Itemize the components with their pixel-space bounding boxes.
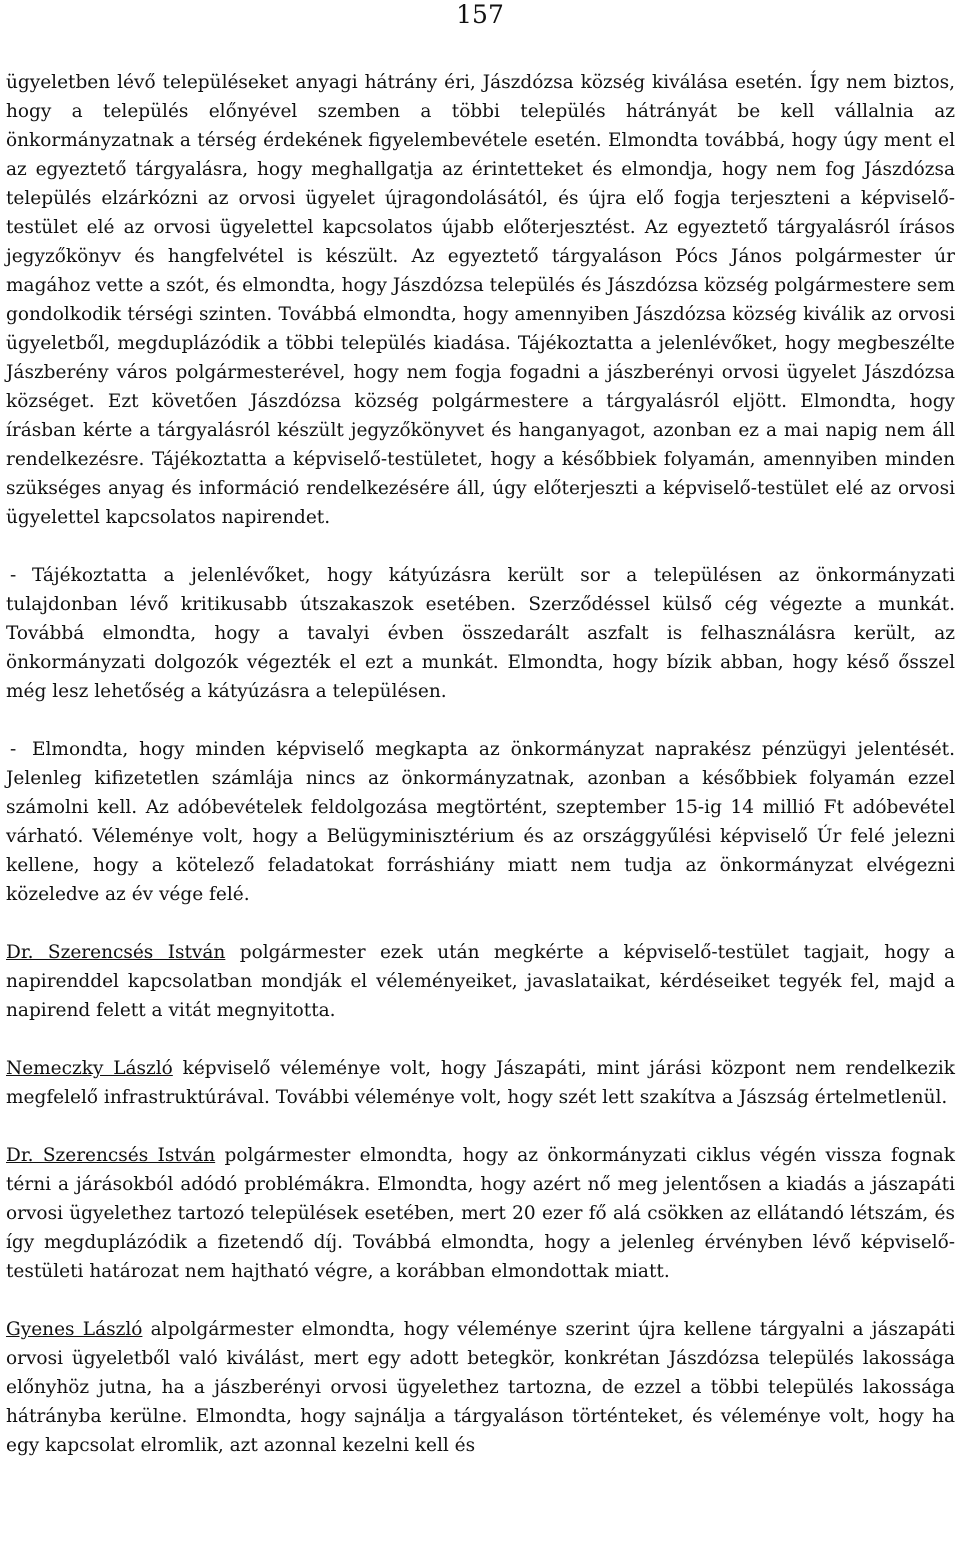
speaker-name: Dr. Szerencsés István (6, 1145, 216, 1166)
paragraph-text: képviselő véleménye volt, hogy Jászapáti, mint járási központ nem rendelkezik megfelelő infrastruktúrával. További véleménye volt, hogy szét lett szakítva a Jászság értelmetlenül. (6, 1058, 955, 1108)
paragraph-penzugy (6, 735, 955, 909)
paragraph-text: alpolgármester elmondta, hogy véleménye szerint újra kellene tárgyalni a jászapáti orvosi ügyeletből való kiválást, mert egy adott betegkör, konkrétan Jászdózsa település lakossága előnyhöz jutna, ha a jászberényi orvosi ügyelethez tartozna, de ezzel a többi település lakossága hátrányba kerülne. Elmondta, hogy sajnálja a tárgyaláson történteket, és véleménye volt, hogy ha egy kapcsolat elromlik, azt azonnal kezelni kell és (6, 1319, 956, 1456)
paragraph-text: ügyeletben lévő településeket anyagi hátrány éri, Jászdózsa község kiválása esetén. Így nem biztos, hogy a település előnyével szemben a többi település hátrányát be kell vállalnia az önkormányzatnak a térség érdekének figyelembevétele esetén. Elmondta továbbá, hogy úgy ment el az egyeztető tárgyalásra, hogy meghallgatja az érintetteket és elmondja, hogy nem fog Jászdózsa település elzárkózni az orvosi ügyelet újragondolásától, és újra elő fogja terjeszteni a képviselő-testület elé az orvosi ügyelettel kapcsolatos újabb előterjesztést. Az egyeztető tárgyalásról írásos jegyzőkönyv és hangfelvétel is készült. Az egyeztető tárgyaláson Pócs János polgármester úr magához vette a szót, és elmondta, hogy Jászdózsa település és Jászdózsa község polgármestere sem gondolkodik térségi szinten. Továbbá elmondta, hogy amennyiben Jászdózsa község kiválik az orvosi ügyeletből, megduplázódik a többi település kiadása. Tájékoztatta a jelenlévőket, hogy megbeszélte Jászberény város polgármesterével, hogy nem fogja fogadni a jászberényi orvosi ügyelet Jászdózsa községet. Ezt követően Jászdózsa község polgármestere a tárgyalásról eljött. Elmondta, hogy írásban kérte a tárgyalásról készült jegyzőkönyvet és hanganyagot, azonban ez a mai napig nem áll rendelkezésre. Tájékoztatta a képviselő-testületet, hogy a későbbiek folyamán, amennyiben minden szükséges anyag és információ rendelkezésére áll, úgy előterjeszti a képviselő-testület elé az orvosi ügyelettel kapcsolatos napirendet. (6, 72, 955, 528)
paragraph-text: Elmondta, hogy minden képviselő megkapta az önkormányzat naprakész pénzügyi jelentését. Jelenleg kifizetetlen számlája nincs az önkormányzatnak, azonban a későbbiek folyamán ezzel számolni kell. Az adóbevételek feldolgozása megtörtént, szeptember 15-ig 14 millió Ft adóbevétel várható. Véleménye volt, hogy a Belügyminisztérium és az országgyűlési képviselő Úr felé jelezni kellene, hogy a kötelező feladatokat forráshiány miatt nem tudja az önkormányzat elvégezni közeledve az év vége felé. (6, 739, 955, 905)
paragraph-ugyelet (6, 68, 955, 532)
paragraph-nemeczky (6, 1054, 955, 1112)
paragraph-text: polgármester ezek után megkérte a képviselő-testület tagjait, hogy a napirenddel kapcsolatban mondják el véleményeiket, javaslataikat, kérdéseiket tegyék fel, majd a napirend felett a vitát megnyitotta. (6, 942, 956, 1021)
paragraph-katyuzas (6, 561, 955, 706)
speaker-name: Dr. Szerencsés István (6, 942, 226, 963)
list-dash: - (10, 739, 17, 760)
speaker-name: Nemeczky László (6, 1058, 173, 1079)
paragraph-gyenes (6, 1315, 955, 1460)
paragraph-polgarmester-vita (6, 938, 955, 1025)
paragraph-text: Tájékoztatta a jelenlévőket, hogy kátyúzásra került sor a településen az önkormányzati tulajdonban lévő kritikusabb útszakaszok esetében. Szerződéssel külső cég végezte a munkát. Továbbá elmondta, hogy a tavalyi évben összedarált aszfalt is felhasználásra került, az önkormányzati dolgozók végezték el ezt a munkát. Elmondta, hogy bízik abban, hogy késő ősszel még lesz lehetőség a kátyúzásra a településen. (6, 565, 955, 702)
page-number: 157 (456, 0, 504, 29)
speaker-name: Gyenes László (6, 1319, 143, 1340)
paragraph-polgarmester-jarasok (6, 1141, 955, 1286)
document-body (6, 68, 955, 1489)
list-dash: - (10, 565, 17, 586)
paragraph-text: polgármester elmondta, hogy az önkormányzati ciklus végén vissza fognak térni a járásokból adódó problémákra. Elmondta, hogy azért nő meg jelentősen a kiadás a jászapáti orvosi ügyelethez tartozó települések esetében, mert 20 ezer fő alá csökken az ellátandó létszám, és így megduplázódik a fizetendő díj. Továbbá elmondta, hogy a jelenleg érvényben lévő képviselő-testületi határozat nem hajtható végre, a korábban elmondottak miatt. (6, 1145, 955, 1282)
